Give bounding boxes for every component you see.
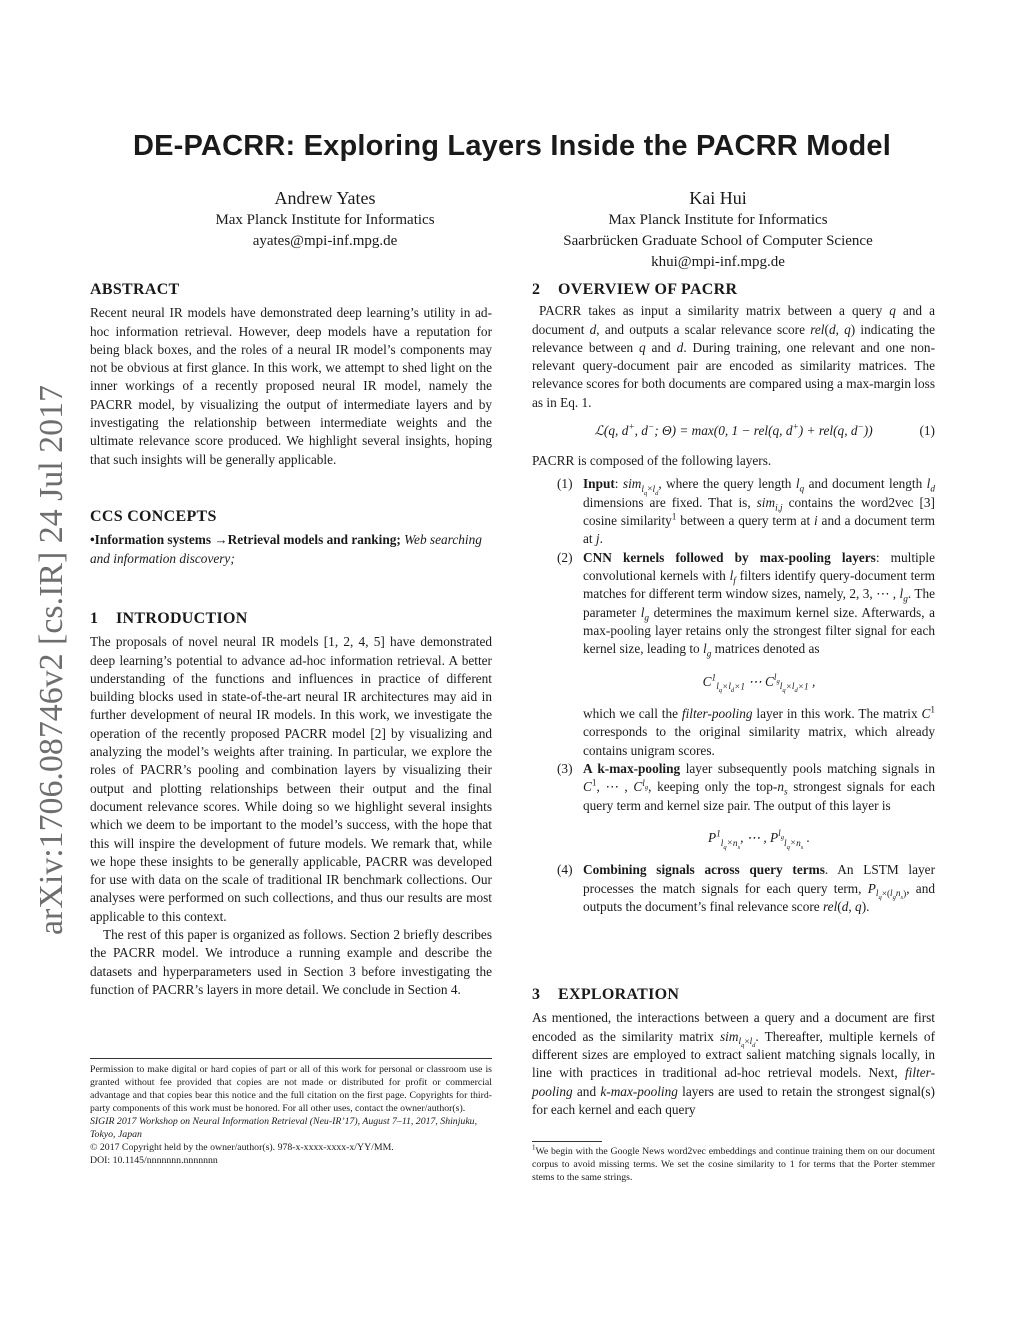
layer-number: (3) — [557, 760, 573, 776]
layer-number: (4) — [557, 862, 573, 878]
section-title: EXPLORATION — [558, 986, 680, 1003]
author-block-2 — [500, 186, 936, 273]
copyright-text: © 2017 Copyright held by the owner/author(s). 978-x-xxxx-xxxx-x/YY/MM. — [90, 1142, 394, 1153]
overview-section — [532, 281, 935, 916]
layer-title: Combining signals across query terms — [583, 862, 825, 878]
ccs-heading: CCS CONCEPTS — [90, 508, 217, 525]
footnote-marker: 1 — [532, 1144, 536, 1152]
exploration-section — [532, 986, 935, 1119]
author-affiliation: Max Planck Institute for Informatics — [215, 212, 435, 228]
equation-body: ℒ(q, d+, d−; Θ) = max(0, 1 − rel(q, d+) + rel(q, d−)) — [594, 422, 873, 439]
doi-text: DOI: 10.1145/nnnnnnn.nnnnnnn — [90, 1155, 218, 1166]
intro-paragraph-1: The proposals of novel neural IR models [1, 2, 4, 5] have demonstrated deep learning’s potential to advance ad-hoc information retrieval. A better understanding of the functions and influences in practice of different building blocks used in state-of-the-art neural IR architectures may aid in further development of neural IR models. In this work, we investigate the operation of the recently proposed PACRR model [2] by visualizing and analyzing the model’s weights after training. In particular, we explore the roles of PACRR’s pooling and combination layers by visualizing their output and plotting relationships between their output and the final document relevance scores. While doing so we highlight several insights which we deem to be important to the model’s success, with the hope that this will inspire the development of future models. We remark that, while we hope these insights to be generally applicable, PACRR was developed for use with data on the scale of traditional IR benchmark collections. Our analyses were performed on such collections, and thus our results are most applicable to this context. — [90, 634, 492, 924]
author-email: khui@mpi-inf.mpg.de — [651, 254, 785, 270]
layer-item-combining: (4) Combining signals across query terms. An LSTM layer processes the match signals for each query term, $P_{l_q\times(l_gn_s)}$, and outputs the document’s final relevance score rel(d, q). — [557, 862, 935, 915]
layer-title: CNN kernels followed by max-pooling layers — [583, 549, 876, 565]
permission-text: Permission to make digital or hard copies of part or all of this work for personal or classroom use is granted without fee provided that copies are not made or distributed for profit or commercial advantage and that copies bear this notice and the full citation on the first page. Copyrights for third-party components of this work must be honored. For all other uses, contact the owner/author(s). — [90, 1064, 492, 1114]
equation-number: (1) — [919, 423, 935, 439]
section-title: INTRODUCTION — [116, 610, 248, 627]
composed-text: PACRR is composed of the following layers. — [532, 453, 772, 469]
venue-text: SIGIR 2017 Workshop on Neural Information Retrieval (Neu-IR’17), August 7–11, 2017, Shinjuku, Tokyo, Japan — [90, 1116, 478, 1140]
author-block-1 — [125, 186, 525, 252]
abstract-heading: ABSTRACT — [90, 281, 180, 298]
introduction-heading — [90, 610, 492, 628]
layer-item-cnn: (2) CNN kernels followed by max-pooling layers: multiple convolutional kernels with $l_f$ filters identify query-document term matches for different term window sizes, namely, 2, 3, ⋯ , $l_g$. The parameter $l_g$ determines the maximum kernel size. Afterwards, a max-pooling layer retains only the strongest filter signal for each kernel size, leading to $l_g$ matrices denoted as $C^1_{l_q\times l_d\times 1}$ ⋯ $C^{l_g}_{l_q\times l_d\times 1}$ , which we call the filter-pooling layer in this work. The matrix $C^1$ corresponds to the original similarity matrix, which already contains unigram scores. — [557, 549, 935, 758]
author-email: ayates@mpi-inf.mpg.de — [252, 233, 398, 249]
intro-paragraph-2: The rest of this paper is organized as follows. Section 2 briefly describes the PACRR model. We introduce a running example and describe the datasets and hyperparameters used in Section 3 before investigating the function of PACRR’s layers in more detail. We conclude in Section 4. — [90, 927, 492, 997]
ccs-section — [90, 508, 492, 568]
kmax-formula: $P^1_{l_q\times n_s}$, ⋯ , $P^{l_g}_{l_q\times n_s}$ . — [708, 829, 810, 851]
ccs-italic: Web searching and information discovery; — [90, 532, 482, 566]
layer-title: A k-max-pooling — [583, 760, 681, 776]
layer-item-kmax: (3) A k-max-pooling layer subsequently pools matching signals in $C^1$, ⋯ , $C^{l_g}$, keeping only the top-$n_s$ strongest signals for each query term and kernel size pair. The output of this layer is $P^1_{l_q\times n_s}$, ⋯ , $P^{l_g}_{l_q\times n_s}$ . — [557, 760, 935, 851]
permission-block — [90, 1063, 492, 1167]
footnote-rule — [90, 1058, 492, 1059]
abstract-text: Recent neural IR models have demonstrated deep learning’s utility in ad-hoc information retrieval. However, deep models have a reputation for being black boxes, and the roles of a neural IR model’s components may not be obvious at first glance. In this work, we attempt to shed light on the inner workings of a recently proposed neural IR model, namely the PACRR model, by visualizing the output of intermediate layers and by investigating the relationship between intermediate weights and the ultimate relevance score produced. We highlight several insights, hoping that such insights will be generally applicable. — [90, 305, 492, 467]
footnote-rule-right — [532, 1141, 602, 1142]
section-number: 2 — [532, 281, 541, 298]
exploration-heading — [532, 986, 935, 1004]
paper-title: DE-PACRR: Exploring Layers Inside the PACRR Model — [133, 130, 891, 162]
abstract-section — [90, 281, 492, 469]
introduction-section — [90, 610, 492, 999]
exploration-paragraph: As mentioned, the interactions between a query and a document are first encoded as the similarity matrix sim$_{l_q\times l_d}$. Thereafter, multiple kernels of different sizes are employed to extract salient matching signals locally, in line with practices in traditional ad-hoc retrieval models. Next, filter-pooling and k-max-pooling layers are used to retain the strongest signal(s) for each kernel and each query — [532, 1010, 935, 1117]
section-number: 3 — [532, 986, 541, 1003]
filter-pooling-formula: $C^1_{l_q\times l_d\times 1}$ ⋯ $C^{l_g}_{l_q\times l_d\times 1}$ , — [702, 673, 816, 695]
section-number: 1 — [90, 610, 99, 627]
layer-list — [532, 475, 935, 916]
author-affiliation: Max Planck Institute for Informatics — [608, 212, 828, 228]
overview-heading — [532, 281, 935, 299]
arxiv-stamp-text: arXiv:1706.08746v2 [cs.IR] 24 Jul 2017 — [33, 383, 70, 935]
ccs-bold: •Information systems →Retrieval models and ranking; — [90, 532, 401, 548]
author-affiliation-2: Saarbrücken Graduate School of Computer Science — [563, 233, 873, 249]
equation-1 — [532, 422, 935, 444]
footnote-text: We begin with the Google News word2vec embeddings and continue training them on our document corpus to avoid missing terms. We set the cosine similarity to 1 for terms that the Porter stemmer stems to the same strings. — [532, 1146, 935, 1183]
layer-number: (2) — [557, 549, 573, 565]
layer-number: (1) — [557, 476, 573, 492]
footnote-1 — [532, 1145, 935, 1184]
author-name: Andrew Yates — [274, 188, 376, 208]
layer-title: Input — [583, 476, 615, 492]
arxiv-stamp — [10, 380, 70, 940]
overview-paragraph: PACRR takes as input a similarity matrix between a query q and a document d, and outputs a scalar relevance score rel(d, q) indicating the relevance between q and d. During training, one relevant and one non-relevant query-document pair are encoded as similarity matrices. The relevance scores for both documents are compared using a max-margin loss as in Eq. 1. — [532, 303, 936, 410]
author-name: Kai Hui — [689, 188, 747, 208]
ccs-text — [90, 531, 492, 568]
layer-item-input: (1) Input: sim$_{l_q\times l_d}$, where the query length $l_q$ and document length $l_d$ dimensions are fixed. That is, sim$_{i,j}$ contains the word2vec [3] cosine similarity$^1$ between a query term at i and a document term at j. — [557, 476, 936, 547]
section-title: OVERVIEW OF PACRR — [558, 281, 738, 298]
